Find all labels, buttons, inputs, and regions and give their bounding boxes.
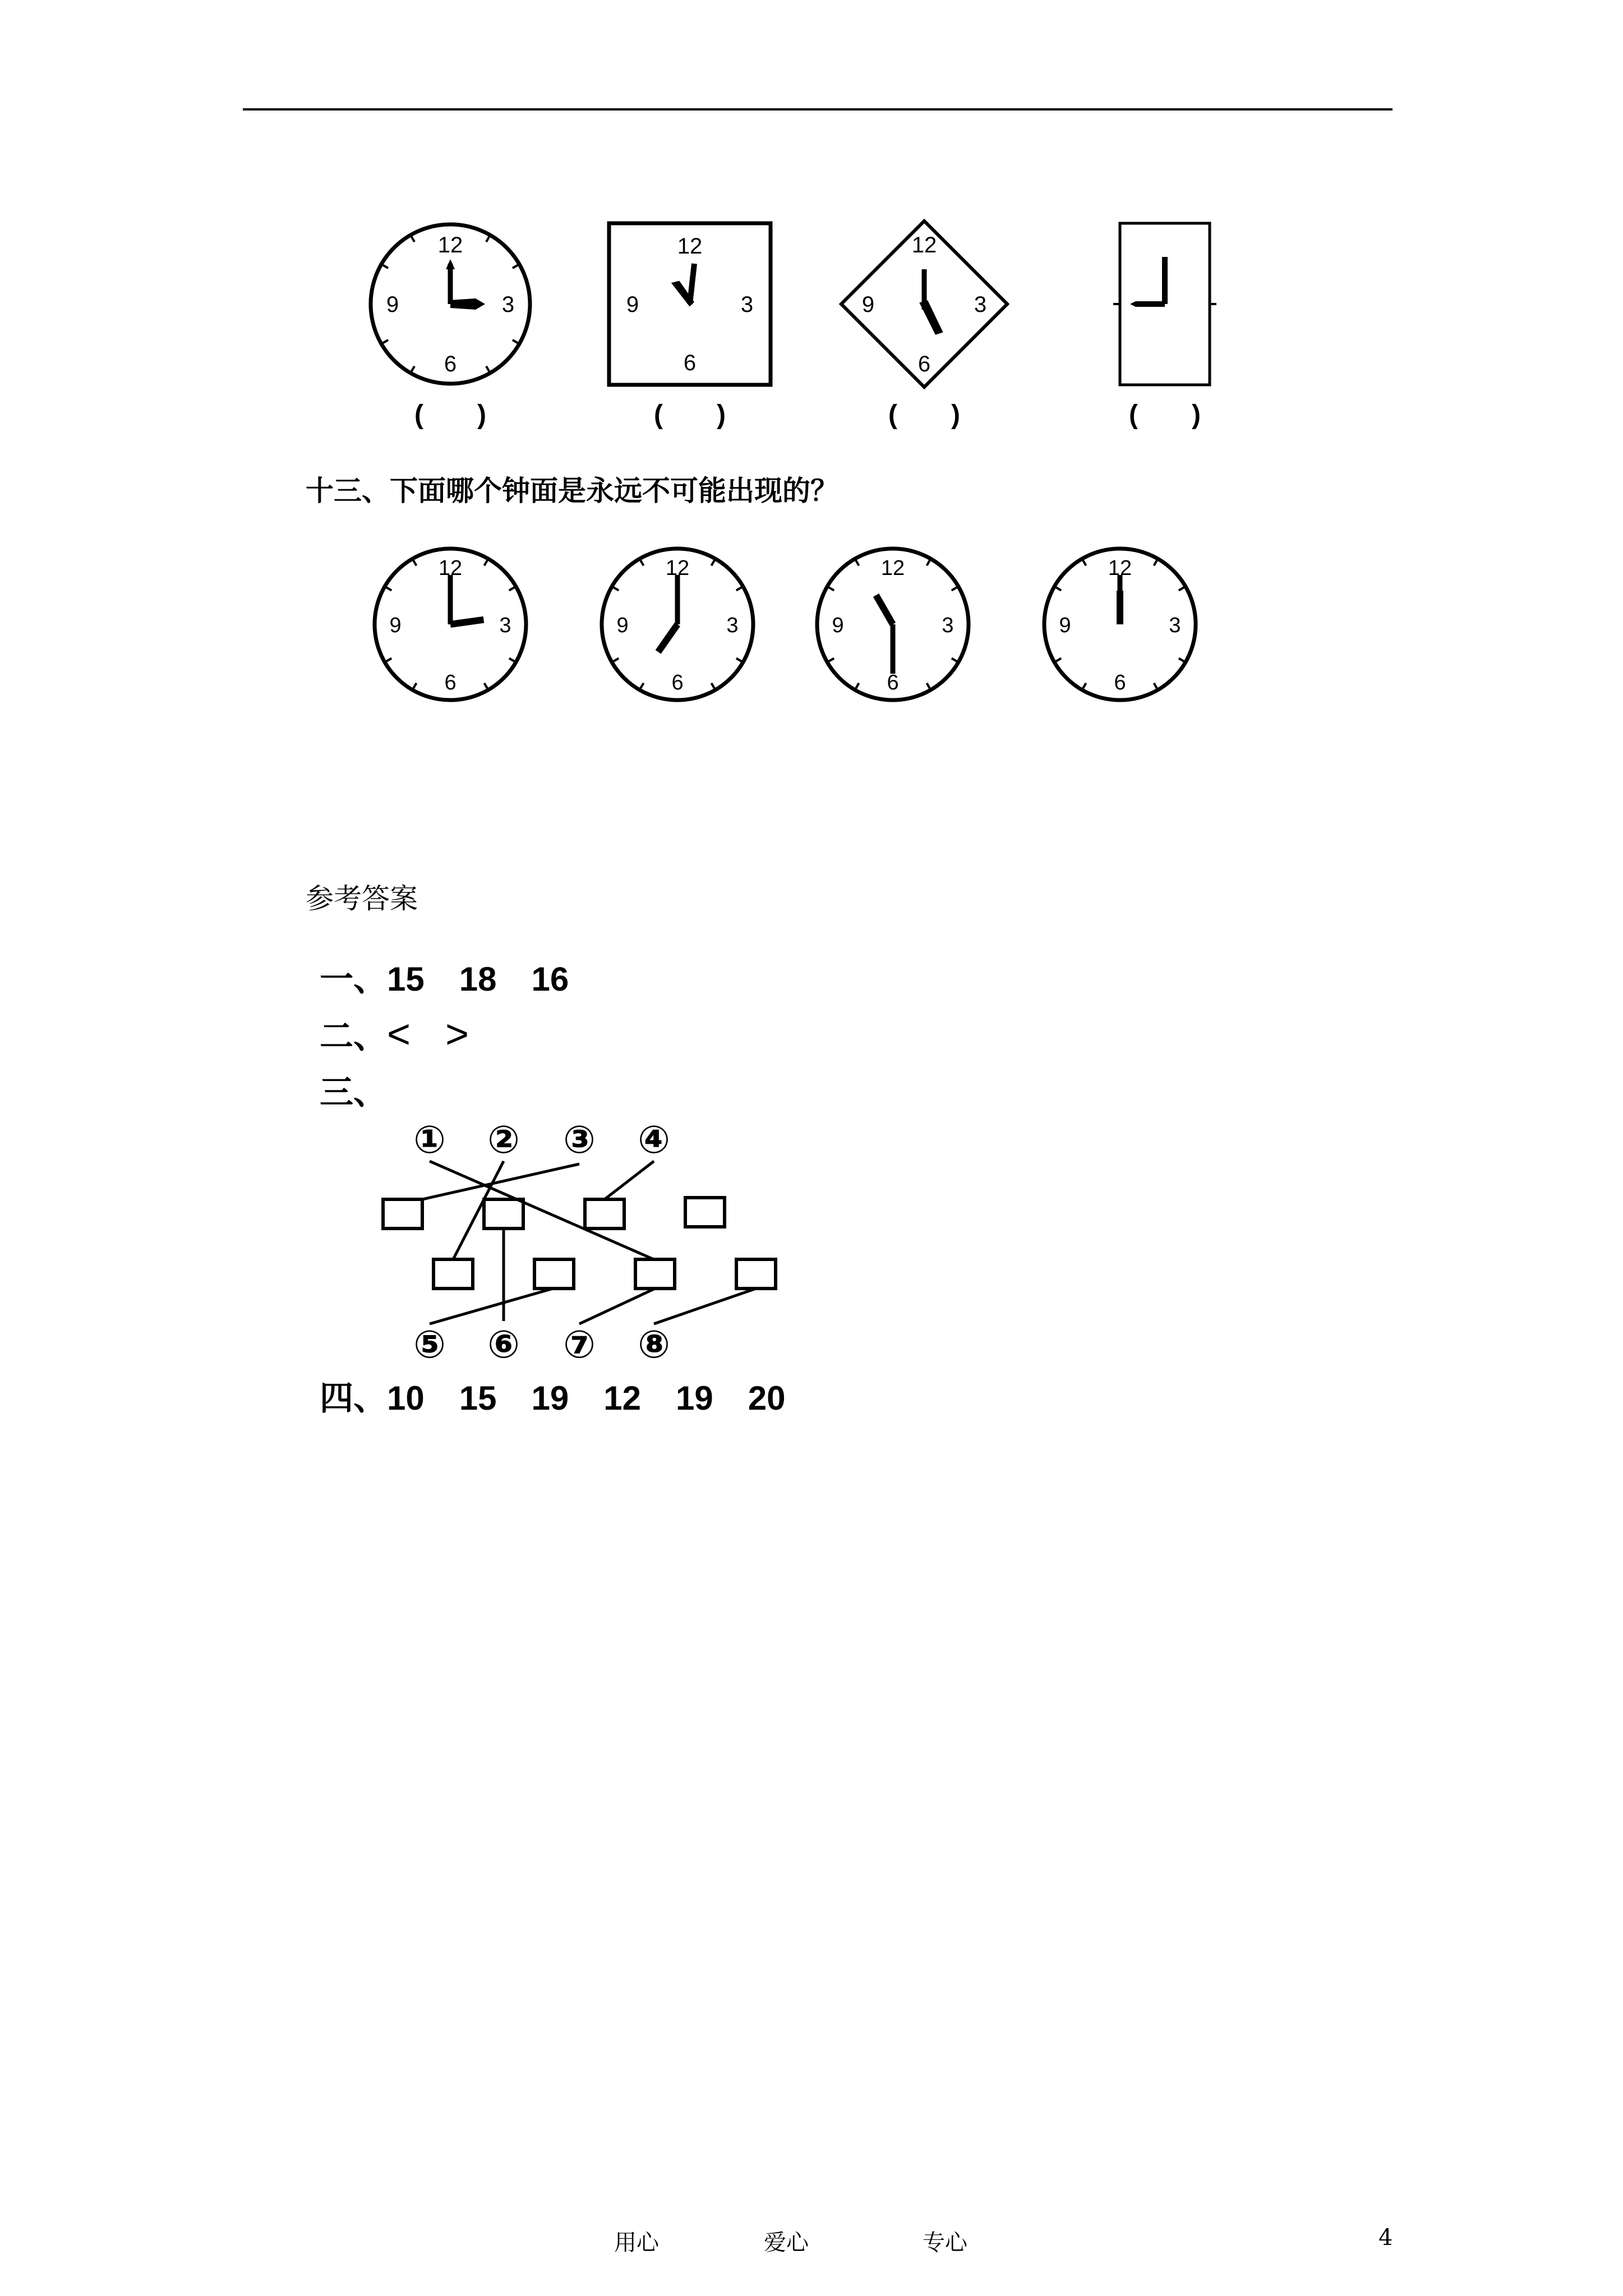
q13-clock-1 bbox=[375, 549, 526, 700]
q13-clock-4 bbox=[1044, 549, 1196, 700]
answer-line-3 bbox=[320, 1066, 387, 1114]
hour-hand bbox=[876, 595, 893, 624]
hour-hand bbox=[450, 620, 483, 624]
footer-item-1: 用心 bbox=[614, 2230, 659, 2256]
answer-box bbox=[383, 1199, 422, 1228]
numeral-3: 3 bbox=[942, 614, 954, 637]
answer-blank-1: ( ) bbox=[414, 400, 486, 430]
footer-item-3: 专心 bbox=[923, 2230, 967, 2256]
numeral-6: 6 bbox=[887, 671, 899, 694]
matching-diagram bbox=[0, 1116, 1623, 1374]
numeral-6: 6 bbox=[683, 351, 697, 375]
answer-blank-3: ( ) bbox=[888, 400, 960, 430]
bottom-label-5: ⑤ bbox=[413, 1323, 446, 1366]
top-label-2: ② bbox=[487, 1119, 520, 1161]
answer-value: 20 bbox=[748, 1379, 786, 1417]
match-line bbox=[430, 1161, 655, 1260]
bottom-label-6: ⑥ bbox=[487, 1323, 520, 1366]
numeral-12: 12 bbox=[911, 233, 937, 257]
diamond-clock-3 bbox=[841, 221, 1007, 387]
numeral-3: 3 bbox=[740, 292, 754, 317]
numeral-12: 12 bbox=[665, 556, 690, 580]
square-clock-2 bbox=[609, 223, 771, 385]
bottom-label-7: ⑦ bbox=[563, 1323, 596, 1366]
hour-hand bbox=[450, 298, 485, 310]
answer-line-4 bbox=[320, 1372, 820, 1420]
numeral-9: 9 bbox=[386, 292, 399, 317]
top-label-4: ④ bbox=[638, 1119, 670, 1161]
numeral-9: 9 bbox=[1059, 614, 1071, 637]
question-13-text: 十三、下面哪个钟面是永远不可能出现的？ bbox=[306, 474, 838, 507]
hour-hand bbox=[1130, 301, 1165, 307]
answer-box bbox=[635, 1259, 675, 1289]
numeral-3: 3 bbox=[499, 614, 511, 637]
bottom-label-8: ⑧ bbox=[638, 1323, 670, 1366]
answer-label: 四、 bbox=[320, 1379, 387, 1418]
answer-box bbox=[585, 1199, 624, 1228]
rectangle-clock-4 bbox=[1113, 223, 1216, 385]
page-number: 4 bbox=[1378, 2225, 1393, 2251]
answer-box bbox=[484, 1199, 523, 1228]
answer-value: > bbox=[445, 1012, 469, 1057]
answer-line-2 bbox=[320, 1010, 504, 1058]
numeral-6: 6 bbox=[444, 352, 457, 376]
match-line bbox=[605, 1161, 654, 1199]
answer-blank-4: ( ) bbox=[1129, 400, 1201, 430]
answer-value: 19 bbox=[676, 1379, 713, 1417]
numeral-12: 12 bbox=[1108, 556, 1132, 580]
answer-line-1 bbox=[320, 953, 603, 1001]
numeral-9: 9 bbox=[861, 292, 875, 317]
answer-label: 二、 bbox=[320, 1017, 387, 1056]
answer-box bbox=[534, 1259, 574, 1289]
numeral-9: 9 bbox=[626, 292, 639, 317]
q13-clock-3 bbox=[817, 549, 969, 700]
numeral-12: 12 bbox=[437, 233, 463, 257]
numeral-3: 3 bbox=[501, 292, 515, 317]
answer-value: 16 bbox=[531, 960, 569, 998]
clock-row-1 bbox=[0, 0, 1623, 449]
answer-box bbox=[685, 1198, 725, 1227]
numeral-6: 6 bbox=[671, 671, 684, 694]
answer-label: 三、 bbox=[320, 1073, 387, 1112]
match-line bbox=[579, 1289, 655, 1324]
answer-value: 18 bbox=[459, 960, 497, 998]
numeral-6: 6 bbox=[917, 352, 931, 376]
top-label-3: ③ bbox=[563, 1119, 596, 1161]
numeral-3: 3 bbox=[726, 614, 739, 637]
numeral-9: 9 bbox=[616, 614, 629, 637]
numeral-6: 6 bbox=[1114, 671, 1126, 694]
reference-answers-title: 参考答案 bbox=[306, 882, 418, 915]
hour-hand bbox=[923, 303, 940, 332]
hour-hand bbox=[658, 624, 677, 652]
numeral-3: 3 bbox=[974, 292, 987, 317]
answer-label: 一、 bbox=[320, 960, 387, 999]
minute-hand-tip bbox=[446, 259, 455, 269]
answer-box bbox=[434, 1259, 473, 1289]
answer-value: 15 bbox=[459, 1379, 497, 1417]
match-line bbox=[654, 1289, 756, 1324]
numeral-9: 9 bbox=[832, 614, 844, 637]
clock-row-2 bbox=[0, 505, 1623, 740]
match-line bbox=[430, 1289, 553, 1324]
numeral-9: 9 bbox=[389, 614, 402, 637]
numeral-12: 12 bbox=[880, 556, 905, 580]
round-clock-1 bbox=[371, 224, 530, 384]
answer-value: 19 bbox=[531, 1379, 569, 1417]
q13-clock-2 bbox=[602, 549, 753, 700]
answer-value: 15 bbox=[387, 960, 425, 998]
numeral-12: 12 bbox=[677, 234, 703, 259]
answer-blank-2: ( ) bbox=[654, 400, 726, 430]
footer-item-2: 爱心 bbox=[764, 2230, 809, 2256]
answer-value: 12 bbox=[603, 1379, 641, 1417]
numeral-12: 12 bbox=[438, 556, 463, 580]
numeral-6: 6 bbox=[444, 671, 457, 694]
numeral-3: 3 bbox=[1169, 614, 1181, 637]
answer-value: 10 bbox=[387, 1379, 425, 1417]
answer-value: < bbox=[387, 1012, 411, 1057]
answer-box bbox=[736, 1259, 776, 1289]
top-label-1: ① bbox=[413, 1119, 446, 1161]
